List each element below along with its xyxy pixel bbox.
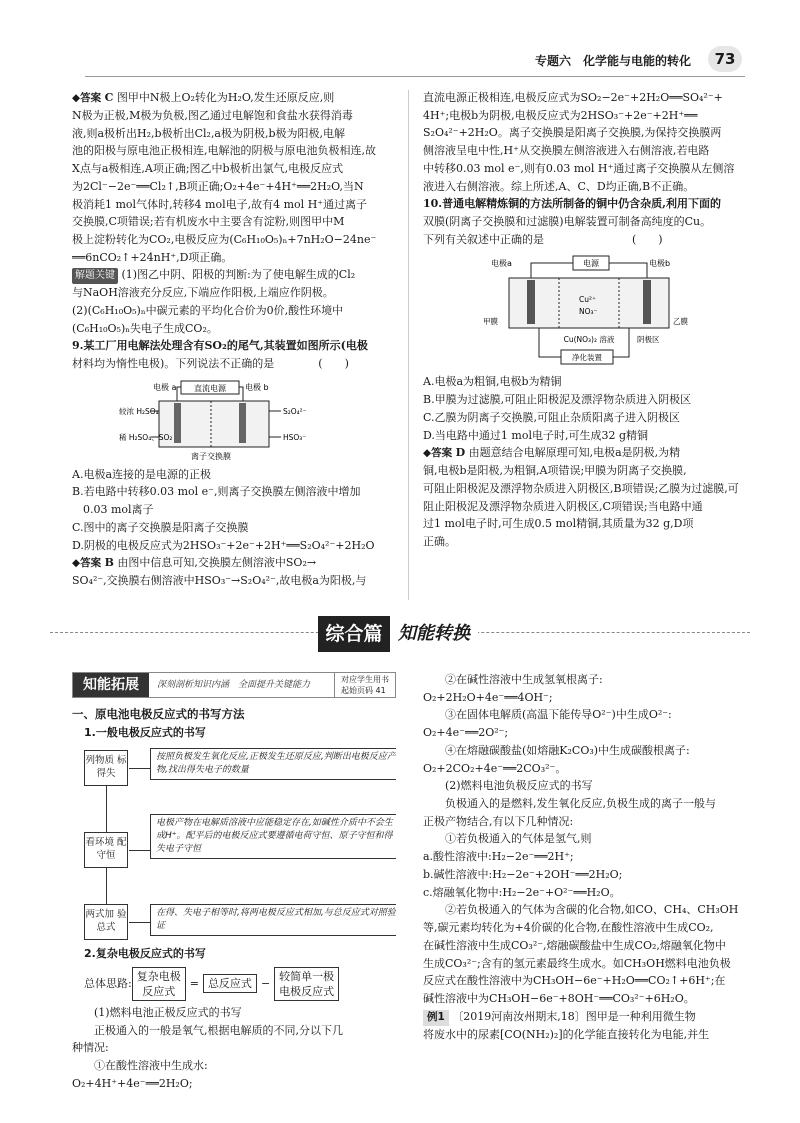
right-column-bottom [423,672,745,1117]
fig10-cathode-zone: 阴极区 [637,335,660,345]
flow-arrow [106,786,107,832]
fig9-in-left2: 稀 H₂SO₄、SO₂ [119,432,173,442]
example-line: 将废水中的尿素[CO(NH₂)₂]的化学能直接转化为电能,并生 [423,1027,710,1041]
key-line: (C₆H₁₀O₅)ₙ失电子生成CO₂。 [72,321,218,335]
question-9-stem: 材料均为惰性电极)。下列说法不正确的是 ( ) [72,357,349,371]
knowledge-ribbon [72,672,396,698]
banner-subtitle: 知能转换 [398,623,470,644]
option-10c: C.乙膜为阴离子交换膜,可阻止杂质阳离子进入阴极区 [423,410,681,424]
answer-line: SO₄²⁻,交换膜右侧溶液中HSO₃⁻→S₂O₄²⁻,故电极a为阳极,与 [72,574,367,588]
key-line: (1)图乙中阴、阳极的判断:为了使电解生成的Cl₂ [121,268,356,282]
chapter-title: 专题六 化学能与电能的转化 [535,54,692,68]
paragraph: 正极产物结合,有以下几种情况: [423,814,574,828]
paragraph: ①若负极通入的气体是氢气,则 [445,832,592,846]
approach-label: 总体思路: [84,976,132,990]
section-banner [0,608,800,658]
answer-line: N极为正极,M极为负极,图乙通过电解饱和食盐水获得消毒 [72,108,353,122]
ribbon-ref-line: 对应学生用书 [341,675,389,684]
flow-desc: 在得、失电子相等时,将两电极反应式相加,与总反应式对照验证 [150,904,396,936]
subsection-heading: 2.复杂电极反应式的书写 [84,947,206,961]
question-10-stem: 双膜(阴离子交换膜和过滤膜)电解装置可制备高纯度的Cu。 [423,215,712,229]
left-column-bottom [72,672,396,1117]
approach-box: 总反应式 [203,974,257,993]
flow-desc: 按照负极发生氧化反应,正极发生还原反应,判断出电极反应产物,找出得失电子的数量 [150,748,396,780]
option-10a: A.电极a为粗铜,电极b为精铜 [423,375,562,389]
equation: b.碱性溶液中:H₂−2e⁻+2OH⁻══2H₂O; [423,867,623,881]
header-rule [85,76,745,77]
option-10b: B.甲膜为过滤膜,可阻止阳极泥及漂浮物杂质进入阴极区 [423,393,692,407]
fig10-purifier: 净化装置 [572,353,602,363]
key-line: 与NaOH溶液充分反应,下端应作阳极,上端应作阴极。 [72,286,334,300]
fig9-electrode-b: 电极 b [245,382,269,392]
answer-line: 池的阳极与原电池正极相连,电解池的阴极与原电池负极相连,故 [72,144,376,158]
ribbon-ref-line: 起始页码 41 [341,686,386,695]
ribbon-title: 知能拓展 [73,673,149,697]
paragraph: ②在碱性溶液中生成氢氧根离子: [445,673,603,686]
paragraph: 正极通入的一般是氧气,根据电解质的不同,分以下几 [94,1023,343,1037]
page-header [0,0,800,78]
paragraph: (2)燃料电池负极反应式的书写 [445,779,593,793]
figure-9-electrolysis [119,377,349,463]
flow-step: 列物质 标得失 [84,750,128,786]
answer-line: S₂O₄²⁻+2H₂O。离子交换膜是阳离子交换膜,为保持交换膜两 [423,126,722,140]
paragraph: ②若负极通入的气体为含碳的化合物,如CO、CH₄、CH₃OH [445,903,739,917]
answer-line: 由图中信息可知,交换膜左侧溶液中SO₂→ [117,556,317,570]
answer-line: 极上淀粉转化为CO₂,电极反应为(C₆H₁₀O₅)ₙ+7nH₂O−24ne⁻ [72,232,377,246]
answer-line: 液,则a极析出H₂,b极析出Cl₂,a极为阴极,b极为阳极,电解 [72,126,346,140]
section-heading: 一、原电池电极反应式的书写方法 [72,707,245,721]
example-line: 〔2019河南汝州期末,18〕图甲是一种利用微生物 [452,1009,696,1023]
paragraph: 等,碳元素均转化为+4价碳的化合物,在酸性溶液中生成CO₂, [423,921,714,935]
flow-connector [129,922,150,923]
equation: O₂+2CO₂+4e⁻══2CO₃²⁻。 [423,761,567,775]
answer-icon: ◆ [72,92,81,104]
fig9-out-right: S₂O₄²⁻ [283,406,307,416]
flow-step: 两式加 验总式 [84,904,128,940]
flow-connector [129,850,150,851]
equation: O₂+4H⁺+4e⁻══2H₂O; [72,1076,193,1090]
answer-line: 直流电源正极相连,电极反应式为SO₂−2e⁻+2H₂O══SO₄²⁻+ [423,91,723,104]
answer-tag: 答案 [80,557,102,570]
banner-box [318,616,478,652]
option-9b-cont: 0.03 mol离子 [72,503,154,517]
equation: O₂+2H₂O+4e⁻══4OH⁻; [423,690,553,704]
paragraph: ③在固体电解质(高温下能传导O²⁻)中生成O²⁻: [445,708,672,722]
subsection-heading: 1.一般电极反应式的书写 [84,726,206,740]
fig10-electrode-a: 电极a [491,259,512,269]
column-divider [408,90,409,600]
key-line: (2)(C₆H₁₀O₅)ₙ中碳元素的平均化合价为0价,酸性环境中 [72,303,344,317]
option-10d: D.当电路中通过1 mol电子时,可生成32 g精铜 [423,428,649,442]
example-tag: 例1 [423,1010,449,1026]
paragraph: 在碱性溶液中生成CO₃²⁻,熔融碳酸盐中生成CO₂,熔融氧化物中 [423,938,726,952]
option-9c: C.图中的离子交换膜是阳离子交换膜 [72,520,249,534]
answer-line: 铜,电极b是阳极,为粗铜,A项错误;甲膜为阴离子交换膜, [423,464,687,478]
answer-tag: 答案 [80,92,102,104]
paragraph: ①在酸性溶液中生成水: [94,1059,208,1073]
answer-letter: C [104,91,114,104]
paragraph: (1)燃料电池正极反应式的书写 [94,1005,242,1019]
answer-line: 中转移0.03 mol e⁻,则有0.03 mol H⁺通过离子交换膜从左侧溶 [423,161,735,175]
equation: c.熔融氧化物中:H₂−2e⁻+O²⁻══H₂O。 [423,885,621,899]
fig10-solution: Cu(NO₃)₂ 溶液 [563,335,615,345]
fig10-electrode-b: 电极b [649,259,671,269]
answer-letter: B [104,556,114,570]
option-9a: A.电极a连接的是电源的正极 [72,467,211,481]
banner-main-title: 综合篇 [318,616,390,652]
answer-line: 可阻止阳极泥及漂浮物杂质进入阴极区,B项错误;乙膜为过滤膜,可 [423,482,739,496]
fig9-power: 直流电源 [194,383,226,393]
answer-line: 液进入右侧溶液。综上所述,A、C、D均正确,B不正确。 [423,179,695,193]
equation: a.酸性溶液中:H₂−2e⁻══2H⁺; [423,850,574,864]
fig10-power: 电源 [583,259,599,269]
answer-icon: ◆ [72,557,81,570]
flow-step: 看环境 配守恒 [84,832,128,868]
ribbon-reference [334,673,395,697]
equation: O₂+4e⁻══2O²⁻; [423,726,509,740]
overall-approach [84,967,396,1001]
fig9-membrane: 离子交换膜 [191,451,231,461]
paragraph: 生成CO₃²⁻;含有的氢元素最终生成水。如CH₃OH燃料电池负极 [423,956,731,970]
fig9-electrode-a: 电极 a [153,382,177,392]
answer-line: X点与a极相连,A项正确;图乙中b极析出氯气,电极反应式 [72,162,344,176]
question-10-stem: 10.普通电解精炼铜的方法所制备的铜中仍含杂质,利用下面的 [423,197,721,211]
fig10-ion2: NO₃⁻ [579,307,598,317]
figure-10-refining [469,252,699,370]
flow-connector [129,768,150,769]
fig10-membrane-a: 甲膜 [483,317,498,327]
left-column-top [72,90,396,605]
fig9-in-left: 较浓 H₂SO₄ [119,406,159,416]
flow-desc: 电极产物在电解质溶液中应能稳定存在,如碱性介质中不会生成H⁺。配平后的电极反应式要遵循电荷守恒、原子守恒和得失电子守恒 [150,814,396,859]
answer-line: 交换膜,C项错误;若有机废水中主要含有淀粉,则图甲中M [72,215,345,229]
approach-operator: = [189,976,199,990]
paragraph: 反应式在酸性溶液中为CH₃OH−6e⁻+H₂O══CO₂↑+6H⁺;在 [423,974,726,988]
option-9b: B.若电路中转移0.03 mol e⁻,则离子交换膜左侧溶液中增加 [72,485,361,499]
flow-arrow [106,868,107,904]
answer-line: 过1 mol电子时,可生成0.5 mol精铜,其质量为32 g,D项 [423,517,694,531]
answer-line: ══6nCO₂↑+24nH⁺,D项正确。 [72,250,233,264]
approach-box: 较简单一极 电极反应式 [274,967,339,1001]
answer-tag: 答案 [431,447,453,460]
answer-line: 阻止阳极泥及漂浮物杂质进入阴极区,C项错误;当电路中通 [423,499,703,513]
answer-line: 图甲中N极上O₂转化为H₂O,发生还原反应,则 [116,91,335,104]
right-column-top [423,90,745,605]
answer-icon: ◆ [423,447,432,460]
paragraph: 碱性溶液中为CH₃OH−6e⁻+8OH⁻══CO₃²⁻+6H₂O。 [423,991,695,1005]
fig10-ion1: Cu²⁺ [579,295,596,305]
paragraph: 种情况: [72,1041,109,1055]
ribbon-subtitle: 深刻剖析知识内涵 全面提升关键能力 [157,680,311,690]
question-9-stem: 9.某工厂用电解法处理含有SO₂的尾气,其装置如图所示(电极 [72,339,368,353]
answer-line: 极消耗1 mol气体时,转移4 mol电子,故有4 mol H⁺通过离子 [72,197,368,211]
question-10-stem: 下列有关叙述中正确的是 ( ) [423,232,663,246]
approach-operator: − [260,976,271,990]
fig9-out-right2: HSO₃⁻ [283,432,307,442]
answer-line: 为2Cl⁻−2e⁻══Cl₂↑,B项正确;O₂+4e⁻+4H⁺══2H₂O,当N [72,179,364,193]
fig10-membrane-b: 乙膜 [673,317,688,327]
paragraph: ④在熔融碳酸盐(如熔融K₂CO₃)中生成碳酸根离子: [445,743,690,757]
paragraph: 负极通入的是燃料,发生氧化反应,负极生成的离子一般与 [445,797,716,811]
flowchart [84,746,396,944]
answer-line: 由题意结合电解原理可知,电极a是阴极,为精 [468,446,681,460]
answer-line: 侧溶液呈电中性,H⁺从交换膜左侧溶液进入右侧溶液,若电路 [423,144,710,158]
answer-letter: D [455,446,466,460]
answer-line: 4H⁺;电极b为阴极,电极反应式为2HSO₃⁻+2e⁻+2H⁺══ [423,108,698,122]
approach-box: 复杂电极 反应式 [132,967,186,1001]
page-number: 73 [708,46,742,72]
answer-line: 正确。 [423,535,456,549]
key-tag: 解题关键 [72,268,118,283]
option-9d: D.阴极的电极反应式为2HSO₃⁻+2e⁻+2H⁺══S₂O₄²⁻+2H₂O [72,538,375,552]
